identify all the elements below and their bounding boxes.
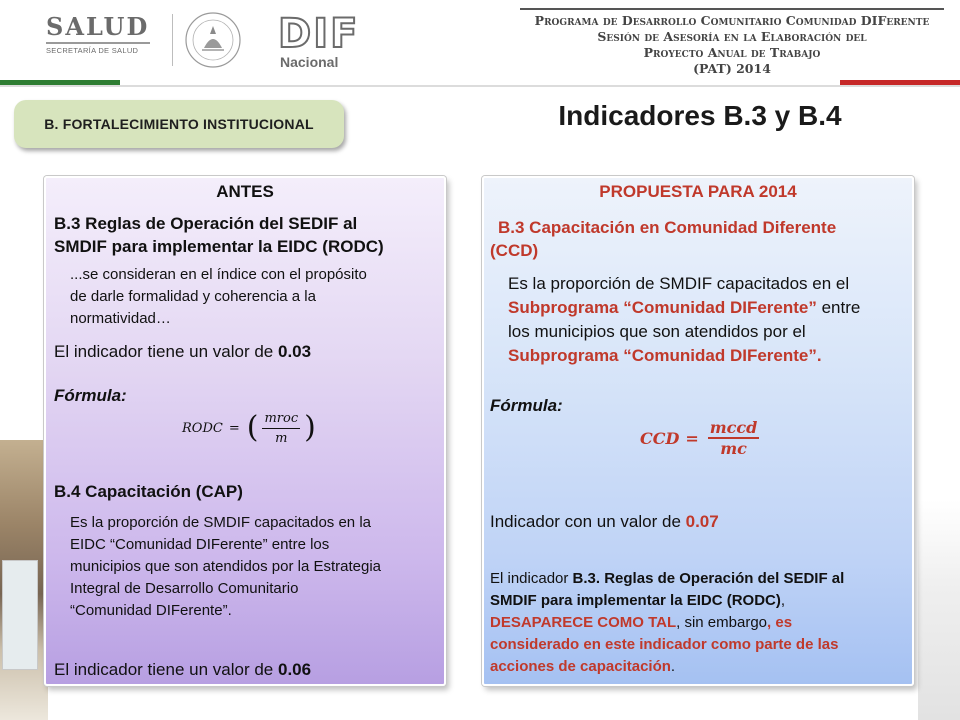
note-line-3-es: , es: [767, 614, 793, 631]
slide-title: Indicadores B.3 y B.4: [558, 100, 842, 131]
note-line-2: [490, 590, 914, 612]
b4-desc-line-3: municipios que son atendidos por la Estrategia: [70, 558, 382, 575]
ccd-desc-line-1: Es la proporción de SMDIF capacitados en el: [508, 274, 850, 293]
b4-desc-line-4: Integral de Desarrollo Comunitario: [70, 580, 299, 597]
b3-desc-line-2: de darle formalidad y coherencia a la: [70, 288, 316, 305]
b3-value-line: [54, 340, 444, 364]
b4-value-line: [54, 658, 444, 682]
b4-desc-line-1: Es la proporción de SMDIF capacitados en la: [70, 514, 371, 531]
background-pattern-right: [918, 500, 960, 720]
panel-propuesta: [482, 176, 914, 686]
ccd-desc-subprograma-1: Subprograma “Comunidad DIFerente”: [508, 298, 817, 317]
ccd-desc-line-4: Subprograma “Comunidad DIFerente”.: [508, 346, 822, 365]
program-title-block: [520, 8, 944, 77]
b3-title-line-2: SMDIF para implementar la EIDC (RODC): [54, 237, 384, 256]
formula-ccd-fraction: [708, 420, 760, 456]
ccd-desc-line-2: [508, 296, 912, 320]
salud-logo-text: SALUD: [46, 12, 150, 41]
panel-antes-heading: ANTES: [216, 182, 274, 201]
dif-logo-subtitle: Nacional: [280, 54, 339, 70]
formula-rodc-open-paren: (: [246, 410, 259, 445]
formula-ccd-numerator: mccd: [709, 418, 758, 437]
program-rule: [520, 8, 944, 10]
program-line-3: Proyecto Anual de Trabajo: [643, 45, 821, 60]
formula-label-left: Fórmula:: [54, 386, 127, 405]
note-line-3: [490, 612, 914, 634]
formula-ccd-equals: =: [685, 428, 699, 448]
formula-rodc-denominator: m: [275, 430, 288, 446]
panel-propuesta-heading: PROPUESTA PARA 2014: [599, 182, 797, 201]
header-divider: [172, 14, 173, 66]
b4-value: 0.06: [277, 660, 312, 679]
note-line-4: considerado en este indicador como parte de las: [490, 636, 839, 653]
note-line-3-sin-embargo: , sin embargo: [676, 614, 768, 631]
ccd-value-label: Indicador con un valor de: [490, 512, 686, 531]
b3-value: 0.03: [277, 342, 312, 361]
header: [0, 0, 960, 90]
header-underline: [0, 85, 960, 87]
formula-ccd-denominator: mc: [720, 439, 747, 458]
formula-rodc-lhs: RODC: [182, 420, 223, 436]
note-line-5-period: .: [670, 658, 676, 675]
note-line-2-comma: ,: [780, 592, 786, 609]
ccd-value: 0.07: [685, 512, 719, 531]
b4-title: B.4 Capacitación (CAP): [54, 482, 243, 501]
note-line-2-bold: SMDIF para implementar la EIDC (RODC): [490, 592, 781, 609]
salud-logo-rule: [46, 42, 150, 44]
formula-rodc-equals: =: [228, 420, 240, 436]
salud-logo: [46, 14, 156, 56]
b3-desc-line-3: normatividad…: [70, 310, 171, 327]
ccd-desc-entre: entre: [816, 298, 861, 317]
formula-ccd-lhs: CCD: [640, 428, 680, 448]
section-label: B. FORTALECIMIENTO INSTITUCIONAL: [14, 100, 344, 148]
formula-label-right: Fórmula:: [490, 396, 563, 415]
note-line-5: [490, 656, 914, 678]
note-line-1: [490, 568, 914, 590]
mexico-seal-icon: [180, 10, 246, 70]
note-line-3-desaparece: DESAPARECE COMO TAL: [490, 614, 677, 631]
salud-logo-subtitle: SECRETARÍA DE SALUD: [46, 46, 139, 55]
formula-ccd: [640, 418, 762, 458]
ccd-desc-line-3: los municipios que son atendidos por el: [508, 322, 806, 341]
program-line-2: Sesión de Asesoría en la Elaboración del: [597, 29, 867, 44]
dif-logo: [278, 11, 360, 70]
dif-logo-text: DIF: [278, 11, 360, 57]
formula-rodc: [182, 408, 317, 448]
b4-desc-line-5: “Comunidad DIFerente”.: [70, 602, 232, 619]
b4-value-label: El indicador tiene un valor de: [54, 660, 278, 679]
ccd-title-line-2: (CCD): [490, 241, 539, 260]
note-line-1-bold: B.3. Reglas de Operación del SEDIF al: [572, 570, 845, 587]
b3-desc-line-1: ...se consideran en el índice con el propósito: [70, 266, 367, 283]
formula-rodc-fraction: [262, 411, 300, 446]
program-line-1: Programa de Desarrollo Comunitario Comunidad DIFerente: [534, 13, 930, 28]
panel-antes: [44, 176, 446, 686]
b4-desc-line-2: EIDC “Comunidad DIFerente” entre los: [70, 536, 330, 553]
ccd-value-line: [490, 510, 910, 534]
formula-rodc-numerator: mroc: [264, 410, 299, 426]
program-line-4: (PAT) 2014: [693, 61, 771, 76]
note-line-1-prefix: El indicador: [490, 570, 573, 587]
ccd-title-line-1: B.3 Capacitación en Comunidad Diferente: [498, 218, 837, 237]
b3-title-line-1: B.3 Reglas de Operación del SEDIF al: [54, 214, 358, 233]
formula-rodc-close-paren: ): [304, 410, 316, 445]
note-line-5-acciones: acciones de capacitación: [490, 658, 671, 675]
b3-value-label: El indicador tiene un valor de: [54, 342, 278, 361]
background-photo-board: [2, 560, 38, 670]
